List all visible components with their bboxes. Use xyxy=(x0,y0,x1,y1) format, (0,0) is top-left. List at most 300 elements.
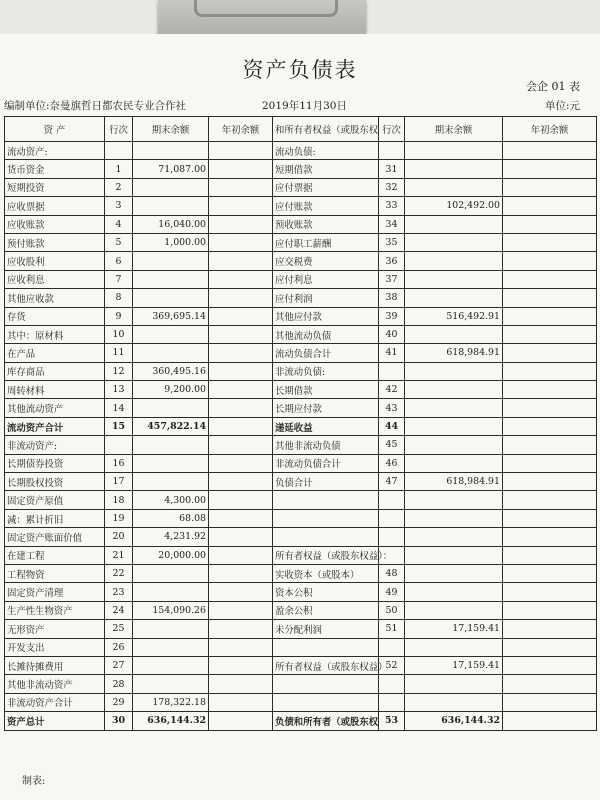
asset-ending-balance xyxy=(133,656,209,674)
asset-beginning-balance xyxy=(209,583,273,601)
liability-line-no xyxy=(379,362,405,380)
liability-ending-balance xyxy=(405,491,503,509)
asset-beginning-balance xyxy=(209,620,273,638)
col-header-line: 行次 xyxy=(105,117,133,142)
asset-name: 应收账款 xyxy=(5,215,105,233)
table-row xyxy=(5,197,597,215)
balance-sheet-table xyxy=(4,116,597,731)
asset-line-no: 10 xyxy=(105,325,133,343)
liability-name xyxy=(273,491,379,509)
asset-ending-balance xyxy=(133,399,209,417)
asset-name: 生产性生物资产 xyxy=(5,601,105,619)
asset-name: 非流动资产合计 xyxy=(5,693,105,711)
liability-line-no: 47 xyxy=(379,473,405,491)
asset-beginning-balance xyxy=(209,252,273,270)
liability-beginning-balance xyxy=(503,528,597,546)
asset-line-no: 28 xyxy=(105,675,133,693)
asset-beginning-balance xyxy=(209,362,273,380)
liability-ending-balance xyxy=(405,583,503,601)
asset-beginning-balance xyxy=(209,399,273,417)
asset-name: 其他流动资产 xyxy=(5,399,105,417)
asset-line-no: 9 xyxy=(105,307,133,325)
table-row xyxy=(5,675,597,693)
asset-ending-balance xyxy=(133,473,209,491)
asset-line-no: 1 xyxy=(105,160,133,178)
liability-line-no xyxy=(379,693,405,711)
liability-ending-balance xyxy=(405,546,503,564)
asset-beginning-balance xyxy=(209,417,273,435)
liability-ending-balance xyxy=(405,362,503,380)
table-body xyxy=(5,142,597,731)
liability-name: 其他流动负债 xyxy=(273,325,379,343)
liability-name: 未分配利润 xyxy=(273,620,379,638)
liability-ending-balance xyxy=(405,417,503,435)
liability-name: 非流动负债: xyxy=(273,362,379,380)
asset-name: 开发支出 xyxy=(5,638,105,656)
asset-ending-balance: 154,090.26 xyxy=(133,601,209,619)
asset-name: 货币资金 xyxy=(5,160,105,178)
asset-ending-balance: 457,822.14 xyxy=(133,417,209,435)
table-row xyxy=(5,325,597,343)
liability-line-no: 49 xyxy=(379,583,405,601)
asset-beginning-balance xyxy=(209,270,273,288)
asset-beginning-balance xyxy=(209,454,273,472)
liability-line-no: 36 xyxy=(379,252,405,270)
liability-line-no xyxy=(379,142,405,160)
liability-name: 实收资本（或股本） xyxy=(273,564,379,582)
asset-name: 固定资产原值 xyxy=(5,491,105,509)
asset-beginning-balance xyxy=(209,436,273,454)
liability-line-no xyxy=(379,528,405,546)
col-header-beginning-balance-2: 年初余额 xyxy=(503,117,597,142)
asset-name: 减：累计折旧 xyxy=(5,509,105,527)
asset-ending-balance: 360,495.16 xyxy=(133,362,209,380)
liability-name: 所有者权益（或股东权益）： xyxy=(273,546,379,564)
liability-ending-balance xyxy=(405,381,503,399)
table-row xyxy=(5,289,597,307)
asset-ending-balance: 9,200.00 xyxy=(133,381,209,399)
liability-line-no: 44 xyxy=(379,417,405,435)
asset-line-no: 22 xyxy=(105,564,133,582)
asset-beginning-balance xyxy=(209,344,273,362)
liability-ending-balance xyxy=(405,289,503,307)
liability-beginning-balance xyxy=(503,215,597,233)
asset-name: 其中：原材料 xyxy=(5,325,105,343)
liability-beginning-balance xyxy=(503,362,597,380)
liability-beginning-balance xyxy=(503,252,597,270)
table-row xyxy=(5,528,597,546)
liability-line-no: 34 xyxy=(379,215,405,233)
col-header-beginning-balance: 年初余额 xyxy=(209,117,273,142)
liability-beginning-balance xyxy=(503,509,597,527)
liability-beginning-balance xyxy=(503,712,597,730)
liability-beginning-balance xyxy=(503,454,597,472)
liability-name: 应付利润 xyxy=(273,289,379,307)
asset-name: 资产总计 xyxy=(5,712,105,730)
asset-ending-balance xyxy=(133,289,209,307)
asset-beginning-balance xyxy=(209,178,273,196)
liability-name: 其他非流动负债 xyxy=(273,436,379,454)
col-header-line-2: 行次 xyxy=(379,117,405,142)
table-row xyxy=(5,417,597,435)
report-date: 2019年11月30日 xyxy=(262,100,347,112)
liability-line-no: 38 xyxy=(379,289,405,307)
liability-name: 长期借款 xyxy=(273,381,379,399)
asset-beginning-balance xyxy=(209,601,273,619)
liability-name: 递延收益 xyxy=(273,417,379,435)
liability-name: 应付利息 xyxy=(273,270,379,288)
table-row xyxy=(5,344,597,362)
asset-name: 流动资产: xyxy=(5,142,105,160)
asset-ending-balance xyxy=(133,178,209,196)
asset-line-no: 13 xyxy=(105,381,133,399)
asset-beginning-balance xyxy=(209,160,273,178)
liability-ending-balance xyxy=(405,601,503,619)
liability-line-no: 33 xyxy=(379,197,405,215)
liability-name: 其他应付款 xyxy=(273,307,379,325)
liability-line-no: 31 xyxy=(379,160,405,178)
table-row xyxy=(5,564,597,582)
table-row xyxy=(5,270,597,288)
liability-beginning-balance xyxy=(503,142,597,160)
liability-name: 应付职工薪酬 xyxy=(273,233,379,251)
liability-line-no xyxy=(379,675,405,693)
liability-name: 盈余公积 xyxy=(273,601,379,619)
asset-ending-balance: 4,300.00 xyxy=(133,491,209,509)
asset-line-no: 3 xyxy=(105,197,133,215)
asset-line-no: 2 xyxy=(105,178,133,196)
asset-beginning-balance xyxy=(209,142,273,160)
asset-beginning-balance xyxy=(209,528,273,546)
col-header-ending-balance-2: 期末余额 xyxy=(405,117,503,142)
liability-line-no xyxy=(379,509,405,527)
liability-name: 流动负债: xyxy=(273,142,379,160)
asset-beginning-balance xyxy=(209,564,273,582)
col-header-ending-balance: 期末余额 xyxy=(133,117,209,142)
document-title: 资产负债表 xyxy=(242,58,358,82)
table-row xyxy=(5,583,597,601)
asset-beginning-balance xyxy=(209,675,273,693)
asset-line-no: 18 xyxy=(105,491,133,509)
asset-line-no: 6 xyxy=(105,252,133,270)
liability-name xyxy=(273,528,379,546)
asset-line-no: 4 xyxy=(105,215,133,233)
asset-beginning-balance xyxy=(209,289,273,307)
liability-name: 资本公积 xyxy=(273,583,379,601)
liability-beginning-balance xyxy=(503,638,597,656)
liability-name: 所有者权益（或股东权益） xyxy=(273,656,379,674)
liability-ending-balance xyxy=(405,160,503,178)
liability-line-no xyxy=(379,491,405,509)
asset-beginning-balance xyxy=(209,546,273,564)
liability-ending-balance xyxy=(405,509,503,527)
asset-beginning-balance xyxy=(209,215,273,233)
liability-beginning-balance xyxy=(503,656,597,674)
asset-beginning-balance xyxy=(209,656,273,674)
liability-name: 预收账款 xyxy=(273,215,379,233)
table-row xyxy=(5,620,597,638)
asset-line-no: 12 xyxy=(105,362,133,380)
asset-ending-balance xyxy=(133,197,209,215)
liability-beginning-balance xyxy=(503,601,597,619)
liability-beginning-balance xyxy=(503,289,597,307)
asset-name: 工程物资 xyxy=(5,564,105,582)
liability-ending-balance xyxy=(405,638,503,656)
liability-ending-balance: 17,159.41 xyxy=(405,620,503,638)
currency-unit: 单位:元 xyxy=(544,100,580,112)
asset-line-no: 16 xyxy=(105,454,133,472)
asset-name: 长期债券投资 xyxy=(5,454,105,472)
liability-beginning-balance xyxy=(503,178,597,196)
table-header-row xyxy=(5,117,597,142)
asset-ending-balance xyxy=(133,454,209,472)
table-row xyxy=(5,436,597,454)
liability-line-no xyxy=(379,638,405,656)
table-row xyxy=(5,693,597,711)
liability-beginning-balance xyxy=(503,693,597,711)
table-row xyxy=(5,454,597,472)
liability-ending-balance: 17,159.41 xyxy=(405,656,503,674)
asset-beginning-balance xyxy=(209,307,273,325)
asset-beginning-balance xyxy=(209,712,273,730)
asset-beginning-balance xyxy=(209,638,273,656)
liability-line-no: 48 xyxy=(379,564,405,582)
asset-ending-balance: 369,695.14 xyxy=(133,307,209,325)
asset-name: 非流动资产: xyxy=(5,436,105,454)
liability-beginning-balance xyxy=(503,491,597,509)
asset-line-no: 25 xyxy=(105,620,133,638)
asset-name: 预付账款 xyxy=(5,233,105,251)
asset-name: 库存商品 xyxy=(5,362,105,380)
col-header-liabilities: 和所有者权益（或股东权 xyxy=(273,117,379,142)
liability-line-no: 53 xyxy=(379,712,405,730)
liability-ending-balance xyxy=(405,252,503,270)
prepared-by: 制表: xyxy=(22,776,46,787)
asset-ending-balance xyxy=(133,325,209,343)
table-row xyxy=(5,233,597,251)
asset-line-no: 27 xyxy=(105,656,133,674)
table-row xyxy=(5,399,597,417)
asset-beginning-balance xyxy=(209,233,273,251)
asset-beginning-balance xyxy=(209,381,273,399)
asset-ending-balance: 71,087.00 xyxy=(133,160,209,178)
asset-ending-balance xyxy=(133,564,209,582)
asset-name: 流动资产合计 xyxy=(5,417,105,435)
liability-line-no: 40 xyxy=(379,325,405,343)
liability-ending-balance: 618,984.91 xyxy=(405,473,503,491)
liability-name: 长期应付款 xyxy=(273,399,379,417)
asset-line-no xyxy=(105,436,133,454)
asset-line-no: 11 xyxy=(105,344,133,362)
liability-name: 应付票据 xyxy=(273,178,379,196)
liability-line-no: 32 xyxy=(379,178,405,196)
asset-name: 周转材料 xyxy=(5,381,105,399)
liability-ending-balance xyxy=(405,325,503,343)
liability-ending-balance: 516,492.91 xyxy=(405,307,503,325)
asset-ending-balance: 16,040.00 xyxy=(133,215,209,233)
liability-name: 应付账款 xyxy=(273,197,379,215)
liability-ending-balance: 102,492.00 xyxy=(405,197,503,215)
asset-name: 应收票据 xyxy=(5,197,105,215)
asset-ending-balance: 4,231.92 xyxy=(133,528,209,546)
asset-ending-balance: 636,144.32 xyxy=(133,712,209,730)
liability-beginning-balance xyxy=(503,417,597,435)
liability-name: 负债和所有者（或股东权 xyxy=(273,712,379,730)
asset-beginning-balance xyxy=(209,509,273,527)
liability-beginning-balance xyxy=(503,564,597,582)
asset-line-no: 21 xyxy=(105,546,133,564)
liability-beginning-balance xyxy=(503,399,597,417)
table-row xyxy=(5,178,597,196)
liability-beginning-balance xyxy=(503,675,597,693)
liability-ending-balance xyxy=(405,675,503,693)
table-row xyxy=(5,601,597,619)
asset-name: 应收利息 xyxy=(5,270,105,288)
asset-ending-balance xyxy=(133,583,209,601)
asset-name: 存货 xyxy=(5,307,105,325)
liability-line-no: 35 xyxy=(379,233,405,251)
liability-line-no: 37 xyxy=(379,270,405,288)
asset-ending-balance xyxy=(133,675,209,693)
table-row xyxy=(5,362,597,380)
liability-beginning-balance xyxy=(503,307,597,325)
asset-ending-balance xyxy=(133,638,209,656)
asset-beginning-balance xyxy=(209,325,273,343)
asset-ending-balance: 1,000.00 xyxy=(133,233,209,251)
liability-line-no: 41 xyxy=(379,344,405,362)
asset-line-no: 20 xyxy=(105,528,133,546)
liability-line-no: 51 xyxy=(379,620,405,638)
liability-beginning-balance xyxy=(503,233,597,251)
col-header-asset: 资 产 xyxy=(5,117,105,142)
asset-ending-balance: 20,000.00 xyxy=(133,546,209,564)
asset-line-no: 5 xyxy=(105,233,133,251)
asset-beginning-balance xyxy=(209,197,273,215)
asset-ending-balance xyxy=(133,620,209,638)
liability-ending-balance: 618,984.91 xyxy=(405,344,503,362)
asset-beginning-balance xyxy=(209,693,273,711)
asset-line-no: 29 xyxy=(105,693,133,711)
liability-beginning-balance xyxy=(503,381,597,399)
table-row xyxy=(5,491,597,509)
liability-beginning-balance xyxy=(503,620,597,638)
liability-beginning-balance xyxy=(503,473,597,491)
asset-name: 固定资产账面价值 xyxy=(5,528,105,546)
liability-line-no: 43 xyxy=(379,399,405,417)
table-row xyxy=(5,381,597,399)
liability-ending-balance xyxy=(405,270,503,288)
liability-beginning-balance xyxy=(503,583,597,601)
liability-line-no: 46 xyxy=(379,454,405,472)
reporting-entity: 编制单位:奈曼旗哲日都农民专业合作社 xyxy=(4,100,187,112)
asset-ending-balance xyxy=(133,252,209,270)
asset-ending-balance xyxy=(133,270,209,288)
asset-line-no: 14 xyxy=(105,399,133,417)
asset-line-no: 7 xyxy=(105,270,133,288)
liability-name xyxy=(273,693,379,711)
table-row xyxy=(5,656,597,674)
asset-name: 长摊待摊费用 xyxy=(5,656,105,674)
asset-name: 短期投资 xyxy=(5,178,105,196)
liability-line-no: 42 xyxy=(379,381,405,399)
liability-line-no: 50 xyxy=(379,601,405,619)
liability-ending-balance xyxy=(405,528,503,546)
asset-line-no: 26 xyxy=(105,638,133,656)
liability-ending-balance: 636,144.32 xyxy=(405,712,503,730)
table-row xyxy=(5,307,597,325)
liability-ending-balance xyxy=(405,233,503,251)
table-row xyxy=(5,252,597,270)
asset-line-no: 8 xyxy=(105,289,133,307)
liability-name: 非流动负债合计 xyxy=(273,454,379,472)
asset-line-no: 30 xyxy=(105,712,133,730)
liability-beginning-balance xyxy=(503,344,597,362)
table-row xyxy=(5,142,597,160)
liability-line-no: 39 xyxy=(379,307,405,325)
liability-name xyxy=(273,638,379,656)
liability-ending-balance xyxy=(405,564,503,582)
liability-ending-balance xyxy=(405,142,503,160)
liability-beginning-balance xyxy=(503,436,597,454)
table-row xyxy=(5,546,597,564)
liability-name xyxy=(273,509,379,527)
form-number: 会企 01 表 xyxy=(526,80,580,93)
asset-beginning-balance xyxy=(209,491,273,509)
table-row xyxy=(5,215,597,233)
liability-name xyxy=(273,675,379,693)
table-row xyxy=(5,638,597,656)
liability-name: 应交税费 xyxy=(273,252,379,270)
liability-line-no: 52 xyxy=(379,656,405,674)
liability-name: 负债合计 xyxy=(273,473,379,491)
asset-line-no: 17 xyxy=(105,473,133,491)
asset-name: 固定资产清理 xyxy=(5,583,105,601)
table-row xyxy=(5,712,597,730)
liability-beginning-balance xyxy=(503,160,597,178)
balance-sheet-page xyxy=(0,34,600,800)
asset-ending-balance: 68.08 xyxy=(133,509,209,527)
asset-name: 在建工程 xyxy=(5,546,105,564)
liability-ending-balance xyxy=(405,454,503,472)
liability-ending-balance xyxy=(405,693,503,711)
liability-beginning-balance xyxy=(503,325,597,343)
liability-ending-balance xyxy=(405,399,503,417)
asset-name: 其他非流动资产 xyxy=(5,675,105,693)
table-row xyxy=(5,509,597,527)
table-row xyxy=(5,160,597,178)
table-row xyxy=(5,473,597,491)
asset-beginning-balance xyxy=(209,473,273,491)
asset-line-no: 15 xyxy=(105,417,133,435)
liability-beginning-balance xyxy=(503,197,597,215)
liability-ending-balance xyxy=(405,178,503,196)
asset-ending-balance: 178,322.18 xyxy=(133,693,209,711)
asset-line-no: 19 xyxy=(105,509,133,527)
liability-name: 流动负债合计 xyxy=(273,344,379,362)
liability-ending-balance xyxy=(405,215,503,233)
asset-ending-balance xyxy=(133,344,209,362)
asset-line-no: 23 xyxy=(105,583,133,601)
asset-name: 无形资产 xyxy=(5,620,105,638)
asset-name: 其他应收款 xyxy=(5,289,105,307)
asset-ending-balance xyxy=(133,142,209,160)
asset-name: 应收股利 xyxy=(5,252,105,270)
liability-line-no: 45 xyxy=(379,436,405,454)
asset-line-no xyxy=(105,142,133,160)
liability-ending-balance xyxy=(405,436,503,454)
asset-line-no: 24 xyxy=(105,601,133,619)
asset-name: 长期股权投资 xyxy=(5,473,105,491)
